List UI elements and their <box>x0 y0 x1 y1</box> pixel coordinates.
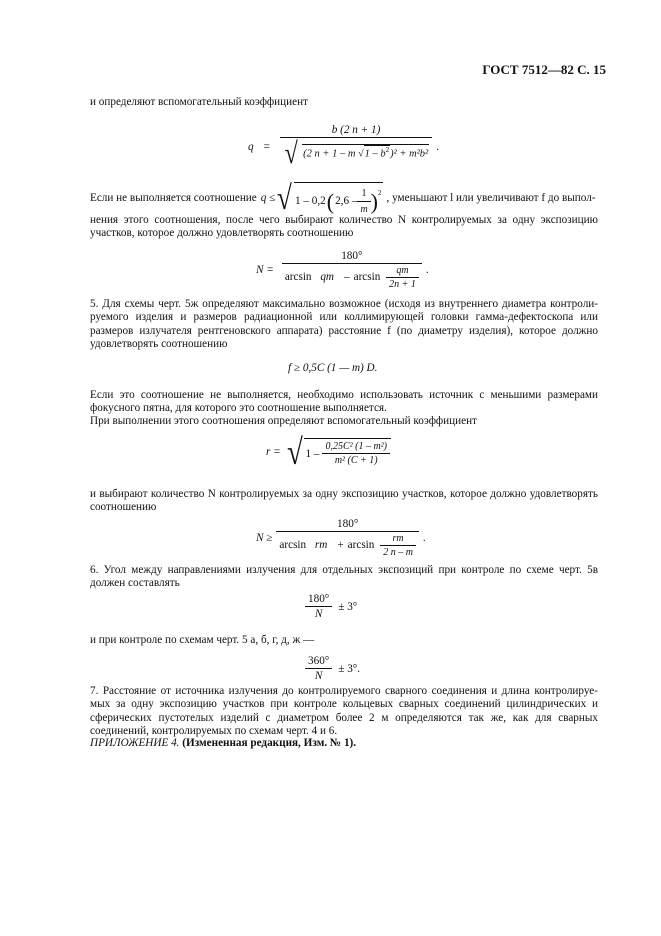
formula-q-fraction: $\frac{b (2 n + 1)}{√ (2 n + 1 - m √1 - b^2)^2 + m^2b^2}$ <box>280 124 432 169</box>
paragraph-schemes: и при контроле по схемам черт. 5 а, б, г, д, ж — <box>90 634 315 646</box>
paragraph-7: 7. Расстояние от источника излучения до контролируемого сварного соединения и длина контролируе-мых за одну экспозицию участков при контроле кольцевых сварных соединений цилиндрических и сферических пустотелых изделий с диаметром более 2 м определяются так же, как для сварных соединений, контролируемых по схемам черт. 4 и 6. <box>90 685 598 738</box>
paragraph-intro-q: и определяют вспомогательный коэффициент <box>90 96 308 108</box>
formula-q: q = $\frac{b (2 n + 1)}{√ (2 n + 1 - m √1 - b^2)^2 + m^2b^2}$ . <box>248 124 439 170</box>
paragraph-choose-n: и выбирают количество N контролируемых за одну экспозицию участков, которое должно удовлетворять соотношению <box>90 488 598 514</box>
formula-f: f ≥ 0,5C (1 — m) D. <box>288 362 378 374</box>
formula-q-den-c: )² + m²b² <box>390 148 429 160</box>
formula-r: r = √ 1 – 0,25C² (1 – m²) m² (C + 1) <box>266 434 391 470</box>
appendix-label: ПРИЛОЖЕНИЕ 4. <box>90 737 180 749</box>
paragraph-5: 5. Для схемы черт. 5ж определяют максимально возможное (исходя из внутреннего диаметра контроли-руемого изделия и размеров радиационной или коллимирующей головки гамма-дефектоскопа или размеров излучателя рентгеновского аппарата) расстояние f (по диаметру изделия), которое должно удовлетворять соотношению <box>90 298 598 351</box>
paragraph-not-fulfilled: Если это соотношение не выполняется, необходимо использовать источник с меньшими размерами фокусного пятна, для которого это соотношение выполняется. <box>90 389 598 415</box>
formula-q-den-b: 1 – b <box>364 148 386 160</box>
revision-note: (Измененная редакция, Изм. № 1). <box>182 737 357 749</box>
formula-q-numerator: b (2 n + 1) <box>331 124 381 136</box>
formula-q-lhs: q <box>248 140 254 153</box>
formula-n-eq: N = 180° arcsin qm – arcsin $\frac{qm}{2n + 1}$ . <box>256 250 429 290</box>
formula-angle-360: 360° N ± 3°. <box>305 655 360 682</box>
paragraph-coefficient-r: При выполнении этого соотношения определяют вспомогательный коэффициент <box>90 415 477 427</box>
paragraph-condition: Если не выполняется соотношение q ≤ √ 1 – 0,2 ( 2,6 – 1 m ) $^2$ , уменьшают l или увеличивают f до выпол- нения этого соотношения, после чего выбирают количество N контролируемых за одну экспозицию участков, которое должно удовлетворять соотношению <box>90 180 598 240</box>
formula-n-ge: N ≥ 180° arcsin rm + arcsin $\frac{rm}{2 n - m}$ . <box>256 518 426 558</box>
formula-q-den-a: (2 n + 1 – m <box>303 148 356 160</box>
formula-angle-180: 180° N ± 3° <box>305 593 357 620</box>
paragraph-6: 6. Угол между направлениями излучения для отдельных экспозиций при контроле по схеме черт. 5в должен составлять <box>90 564 598 590</box>
appendix-note <box>90 737 598 750</box>
page-header: ГОСТ 7512—82 С. 15 <box>482 62 606 77</box>
formula-q-eq: = <box>263 140 270 153</box>
formula-inline-condition: q ≤ √ 1 – 0,2 ( 2,6 – 1 m ) $^2$ <box>260 180 382 217</box>
